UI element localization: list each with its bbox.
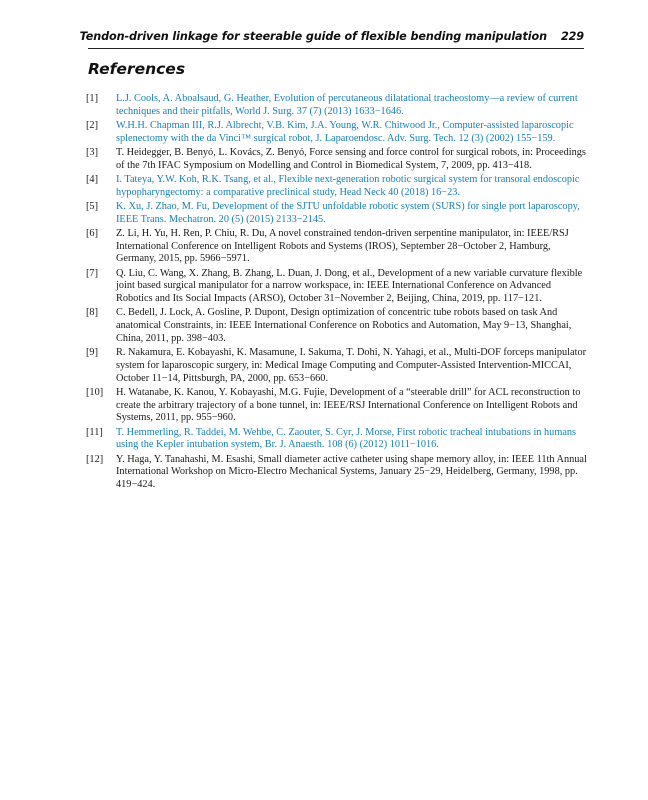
reference-text: Y. Haga, Y. Tanahashi, M. Esashi, Small diameter active catheter using shape memory alloy, in: IEEE 11th Annual International Workshop on Micro-Electro Mechanical Systems, January 25−29, Heidelberg, Germany, 1998, pp. 419−424. — [116, 453, 587, 490]
reference-text[interactable]: K. Xu, J. Zhao, M. Fu, Development of the SJTU unfoldable robotic system (SURS) for single port laparoscopy, IEEE Trans. Mechatron. 20 (5) (2015) 2133−2145. — [116, 201, 580, 225]
reference-number: [6] — [86, 228, 99, 239]
reference-number: [5] — [86, 201, 99, 212]
reference-text: H. Watanabe, K. Kanou, Y. Kobayashi, M.G. Fujie, Development of a “steerable drill” for ACL reconstruction to create the arbitrary trajectory of a bone tunnel, in: IEEE/RSJ International Conference on Intelligent Robots and Systems, 2011, pp. 955−960. — [116, 386, 581, 424]
reference-number: [7] — [86, 267, 99, 279]
reference-item — [86, 120, 588, 145]
reference-item — [86, 268, 588, 306]
reference-text: R. Nakamura, E. Kobayashi, K. Masamune, I. Sakuma, T. Dohi, N. Yahagi, et al., Multi-DOF forceps manipulator system for laparoscopic surgery, in: Medical Image Computing and Computer-Assisted Intervention-MICCAI, October 11−14, Pittsburgh, PA, 2000, pp. 653−660. — [116, 347, 587, 384]
reference-number: [10] — [86, 386, 104, 398]
reference-text: C. Bedell, J. Lock, A. Gosline, P. Dupont, Design optimization of concentric tube robots based on task And anatomical Constraints, in: IEEE International Conference on Robotics and Automation, May 9−13, Shanghai, China, 2011, pp. 398−403. — [116, 307, 572, 344]
section-title: References — [88, 60, 186, 78]
reference-item — [86, 147, 588, 172]
reference-text: Q. Liu, C. Wang, X. Zhang, B. Zhang, L. Duan, J. Dong, et al., Development of a new variable curvature flexible joint based surgical manipulator for a narrow workspace, in: IEEE International Conference on Advanced Robotics and Its Social Impacts (ARSO), October 31−November 2, Beijing, China, 2019, pp. 117−121. — [116, 267, 583, 305]
reference-item — [86, 174, 588, 199]
reference-number: [4] — [86, 174, 99, 185]
reference-number: [12] — [86, 453, 104, 465]
reference-text[interactable]: L.J. Cools, A. Aboalsaud, G. Heather, Evolution of percutaneous dilatational tracheostomy—a review of current techniques and their pitfalls, World J. Surg. 37 (7) (2013) 1633−1646. — [116, 93, 578, 117]
header-rule — [88, 48, 584, 49]
reference-text: Z. Li, H. Yu, H. Ren, P. Chiu, R. Du, A novel constrained tendon-driven serpentine manipulator, in: IEEE/RSJ International Conference on Intelligent Robots and Systems (IROS), September 28−October 2, Hamburg, Germany, 2015, pp. 5966−5971. — [116, 228, 569, 265]
reference-item — [86, 228, 588, 266]
reference-number: [2] — [86, 120, 99, 131]
reference-item — [86, 347, 588, 385]
running-title: Tendon-driven linkage for steerable guide of flexible bending manipulation — [79, 30, 547, 43]
running-header — [79, 30, 584, 43]
reference-number: [11] — [86, 426, 103, 438]
reference-item — [86, 387, 588, 425]
reference-item — [86, 454, 588, 492]
reference-item — [86, 93, 588, 118]
reference-text[interactable]: T. Hemmerling, R. Taddei, M. Wehbe, C. Zaouter, S. Cyr, J. Morse, First robotic tracheal intubations in humans using the Kepler intubation system, Br. J. Anaesth. 108 (6) (2012) 1011−1016. — [116, 426, 577, 451]
reference-list — [86, 93, 588, 493]
reference-item — [86, 307, 588, 345]
reference-number: [3] — [86, 147, 99, 158]
reference-text: T. Heidegger, B. Benyó, L. Kovács, Z. Benyó, Force sensing and force control for surgical robots, in: Proceedings of the 7th IFAC Symposium on Modelling and Control in Biomedical System, 7, 2009, pp. 413−418. — [116, 147, 586, 171]
page-number: 229 — [560, 30, 584, 43]
reference-item — [86, 201, 588, 226]
reference-number: [9] — [86, 347, 99, 359]
reference-text[interactable]: W.H.H. Chapman III, R.J. Albrecht, V.B. Kim, J.A. Young, W.R. Chitwood Jr., Computer-assisted laparoscopic splenectomy with the da Vinci™ surgical robot, J. Laparoendosc. Adv. Surg. Tech. 12 (3) (2002) 155−159. — [116, 120, 574, 144]
reference-number: [8] — [86, 307, 99, 319]
reference-number: [1] — [86, 93, 99, 104]
reference-text[interactable]: I. Tateya, Y.W. Koh, R.K. Tsang, et al., Flexible next-generation robotic surgical system for transoral endoscopic hypopharyngectomy: a comparative preclinical study, Head Neck 40 (2018) 16−23. — [116, 174, 580, 198]
reference-item — [86, 427, 588, 452]
